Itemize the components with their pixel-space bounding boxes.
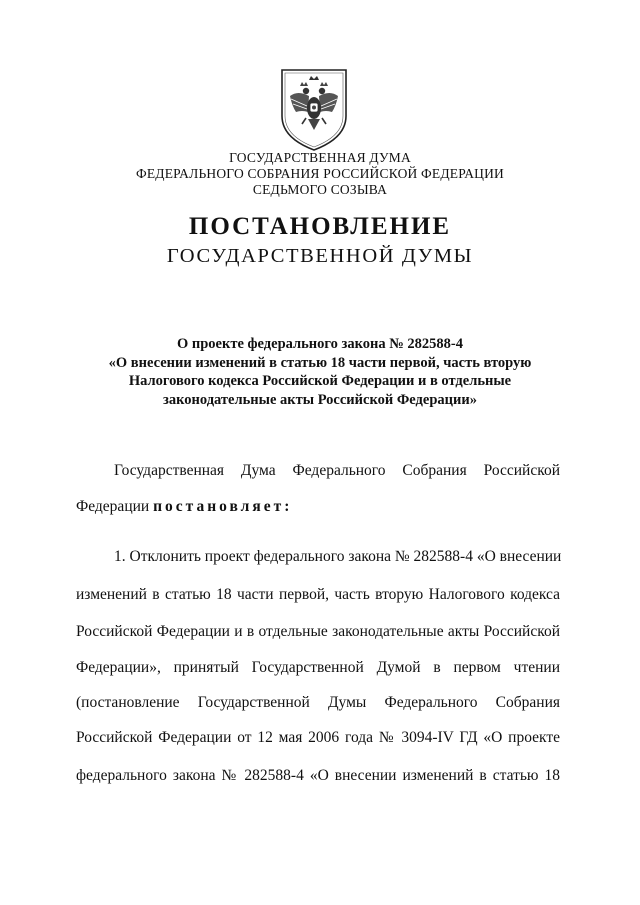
subject-line: Налогового кодекса Российской Федерации и в отдельные [128,373,512,389]
paragraph-line: 1. Отклонить проект федерального закона № 282588-4 «О внесении [114,548,562,565]
document-type-subtitle: ГОСУДАРСТВЕННОЙ ДУМЫ [166,245,474,267]
org-line-convocation: СЕДЬМОГО СОЗЫВА [252,182,388,197]
org-line-duma: ГОСУДАРСТВЕННАЯ ДУМА [229,150,411,165]
subject-line: О проекте федерального закона № 282588-4 [176,336,464,352]
subject-line: законодательные акты Российской Федерации» [163,391,477,408]
resolution-subject [0,335,640,409]
paragraph-line: Российской Федерации от 12 мая 2006 года № 3094-IV ГД «О проекте [76,729,560,746]
paragraph-line: Федерации», принятый Государственной Думой в первом чтении [76,659,560,676]
preamble-line [76,497,560,517]
preamble-line: Государственная Дума Федерального Собрания Российской [114,462,560,479]
resolves-verb: постановляет: [153,498,293,515]
document-type-title: ПОСТАНОВЛЕНИЕ [188,213,452,240]
preamble-text: Федерации [76,498,154,515]
paragraph-line: федерального закона № 282588-4 «О внесении изменений в статью 18 [76,767,560,784]
paragraph-line: Российской Федерации и в отдельные законодательные акты Российской [76,623,560,640]
paragraph-line: (постановление Государственной Думы Федерального Собрания [76,694,560,711]
org-line-assembly: ФЕДЕРАЛЬНОГО СОБРАНИЯ РОССИЙСКОЙ ФЕДЕРАЦИИ [136,166,504,181]
subject-line: «О внесении изменений в статью 18 части первой, часть вторую [108,354,532,371]
paragraph-line: изменений в статью 18 части первой, часть вторую Налогового кодекса [76,586,560,603]
coat-of-arms-icon [276,66,352,152]
